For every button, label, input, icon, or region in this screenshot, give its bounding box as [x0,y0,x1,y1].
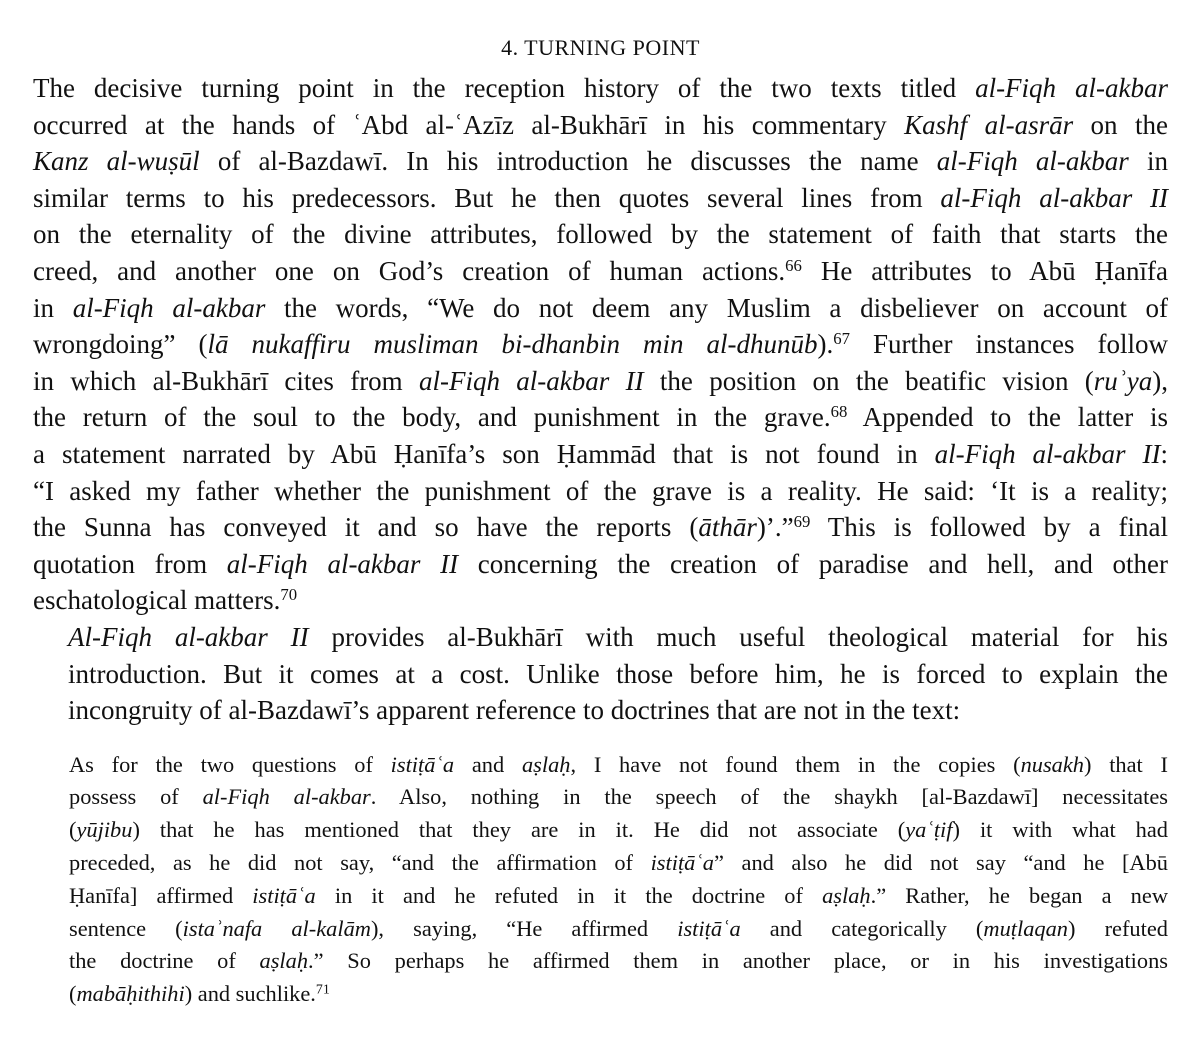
text-run: ) it with what had [952,817,1168,843]
text-run: the doctrine of [69,948,260,974]
footnote-marker: 70 [280,585,298,605]
text-run: )’.” [756,512,794,543]
text-run: in which al-Bukhārī cites from [33,365,419,396]
footnote-marker: 69 [793,511,811,531]
italic-term: al-Fiqh al-akbar [936,146,1129,177]
italic-term: istiṭāʿa [252,882,316,908]
text-run: ) that he has mentioned that they are in it. He did not associate ( [132,817,906,843]
text-run: ) that I [1084,751,1168,777]
italic-term: istiṭāʿa [390,751,455,777]
footnote-marker: 67 [833,328,851,348]
text-run: “I asked my father whether the punishment of the grave is a reality. He said: ‘It is a reality; [33,475,1168,506]
text-line [33,290,1168,327]
text-run: .” Rather, he began a new [870,882,1168,908]
italic-term: ruʾya [1093,365,1153,396]
text-run: ( [69,981,77,1007]
text-line [69,781,1168,814]
italic-term: aṣlaḥ [259,948,309,974]
italic-term: al-Fiqh al-akbar [975,73,1168,103]
text-run: , I have not found them in the copies ( [570,751,1021,777]
footnote-marker: 68 [830,402,848,422]
text-run: ( [69,817,77,843]
italic-term: al-Fiqh al-akbar II [419,365,644,396]
text-run: ) and suchlike. [184,981,316,1007]
text-line [33,216,1168,253]
text-run: ) refuted [1068,915,1168,941]
text-run: the position on the beatific vision ( [643,365,1094,396]
italic-term: al-Fiqh al-akbar II [934,438,1161,469]
italic-term: al-Fiqh al-akbar [202,784,371,810]
text-run: ” and also he did not say “and he [Abū [714,850,1168,876]
italic-term: Kashf al-asrār [904,109,1074,140]
text-run: in it and he refuted in it the doctrine of [315,882,823,908]
text-line [69,814,1168,847]
text-run: introduction. But it comes at a cost. Unlike those before him, he is forced to explain the [68,658,1168,689]
italic-term: aṣlaḥ [822,882,871,908]
text-run: The decisive turning point in the reception history of the two texts titled [33,73,976,103]
italic-term: muṭlaqan [983,915,1068,941]
section-heading: 4. TURNING POINT [501,35,700,60]
text-line [33,473,1168,510]
text-line [33,546,1168,583]
text-run: preceded, as he did not say, “and the affirmation of [69,850,651,876]
text-line [33,107,1168,144]
italic-term: istaʾnafa al-kalām [182,915,371,941]
text-run: This is followed by a final [810,512,1168,543]
italic-term: yūjibu [76,817,133,843]
text-run: incongruity of al-Bazdawī’s apparent reference to doctrines that are not in the text: [68,695,961,726]
text-run: in [33,292,73,323]
italic-term: yaʿṭif [905,817,953,843]
text-run: similar terms to his predecessors. But he then quotes several lines from [33,182,941,213]
text-line [33,180,1168,217]
text-line [33,399,1168,436]
text-run: a statement narrated by Abū Ḥanīfa’s son Ḥammād that is not found in [33,438,935,469]
text-line [33,582,1168,619]
italic-term: istiṭāʿa [677,915,741,941]
text-run: and categorically ( [740,915,984,941]
footnote-marker: 71 [315,982,330,998]
text-run: ). [817,329,834,360]
book-page [33,30,1168,1011]
italic-term: aṣlaḥ [521,751,571,777]
text-run: sentence ( [69,915,183,941]
text-line [33,509,1168,546]
text-run: As for the two questions of [69,751,391,777]
block-quote [69,749,1168,1011]
text-run: : [1160,438,1169,469]
text-run: He attributes to Abū Ḥanīfa [801,255,1168,286]
text-run: Ḥanīfa] affirmed [69,882,253,908]
text-run: . Also, nothing in the speech of the shaykh [al-Bazdawī] necessitates [370,784,1168,810]
text-run: in [1128,146,1168,177]
text-run: Appended to the latter is [847,402,1168,433]
text-run: on the eternality of the divine attributes, followed by the statement of faith that starts the [33,219,1168,250]
paragraph-al-fiqh-al-akbar-ii [33,619,1168,729]
text-line [33,326,1168,363]
text-run: eschatological matters. [33,585,281,616]
text-line [69,913,1168,946]
text-line [69,749,1168,782]
text-line [33,143,1168,180]
text-line [33,692,1168,729]
text-run: ), [1152,365,1168,396]
text-run: ), saying, “He affirmed [370,915,678,941]
text-line [69,880,1168,913]
text-line [33,619,1168,656]
text-run: occurred at the hands of ʿAbd al-ʿAzīz al-Bukhārī in his commentary [33,109,905,140]
text-line [33,253,1168,290]
italic-term: al-Fiqh al-akbar II [940,182,1168,213]
text-run: the return of the soul to the body, and punishment in the grave. [33,402,831,433]
italic-term: lā nukaffiru musliman bi-dhanbin min al-dhunūb [207,329,818,360]
italic-term: nusakh [1020,751,1084,777]
text-run: Further instances follow [850,329,1168,360]
text-run: on the [1073,109,1168,140]
text-run: provides al-Bukhārī with much useful theological material for his [308,621,1168,652]
text-run: the words, “We do not deem any Muslim a disbeliever on account of [265,292,1168,323]
italic-term: istiṭāʿa [650,850,715,876]
text-line [69,945,1168,978]
italic-term: āthār [698,512,757,543]
footnote-marker: 66 [785,255,802,275]
text-run: and [454,751,522,777]
italic-term: al-Fiqh al-akbar II [226,548,459,579]
text-run: quotation from [33,548,227,579]
paragraph-turning-point [33,70,1168,619]
text-line [69,978,1168,1011]
text-run: wrongdoing” ( [33,329,208,360]
italic-term: mabāḥithihi [76,981,185,1007]
text-line [69,847,1168,880]
text-line [33,363,1168,400]
text-line [33,70,1168,107]
italic-term: Kanz al-wuṣūl [33,146,200,177]
italic-term: al-Fiqh al-akbar [72,292,266,323]
text-run: .” So perhaps he affirmed them in another place, or in his investigations [308,948,1168,974]
text-run: possess of [69,784,203,810]
text-run: creed, and another one on God’s creation of human actions. [33,255,786,286]
text-run: the Sunna has conveyed it and so have the reports ( [33,512,699,543]
italic-term: Al-Fiqh al-akbar II [68,621,309,652]
text-line [33,656,1168,693]
text-line [33,436,1168,473]
text-run: of al-Bazdawī. In his introduction he discusses the name [199,146,937,177]
text-run: concerning the creation of paradise and hell, and other [458,548,1169,579]
